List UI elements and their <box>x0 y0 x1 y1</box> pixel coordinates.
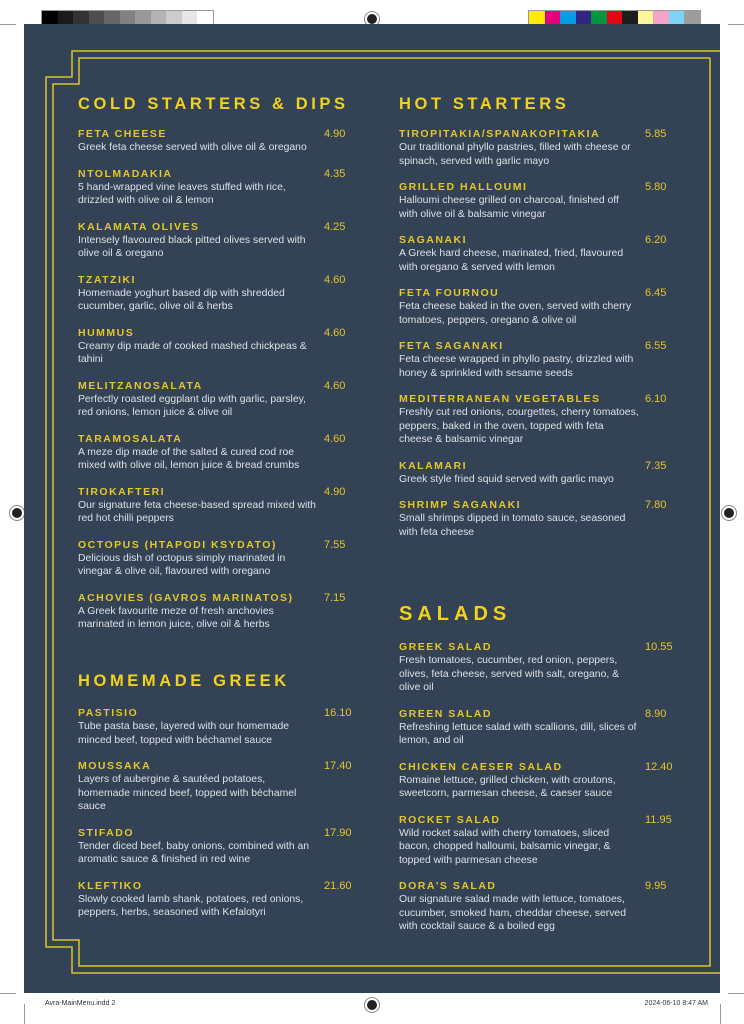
menu-item-price: 4.35 <box>324 167 346 180</box>
menu-item <box>399 392 679 447</box>
menu-item-price: 16.10 <box>324 707 352 719</box>
timestamp: 2024-06-10 8:47 AM <box>644 1000 708 1007</box>
menu-item-description: Tender diced beef, baby onions, combined with an aromatic sauce & finished in red wine <box>78 840 310 865</box>
menu-item-name: MELITZANOSALATA <box>78 379 203 392</box>
menu-item <box>78 538 358 579</box>
menu-item-name: SHRIMP SAGANAKI <box>399 499 522 511</box>
menu-item-list <box>399 640 679 934</box>
menu-item-price: 4.60 <box>324 273 346 286</box>
menu-item-description: Refreshing lettuce salad with scallions, dill, slices of lemon, and oil <box>399 721 637 746</box>
section-title: HOT STARTERS <box>399 95 570 113</box>
menu-item-description: 5 hand-wrapped vine leaves stuffed with rice, drizzled with olive oil & lemon <box>78 181 286 206</box>
crop-mark <box>0 24 16 25</box>
menu-item <box>78 379 358 420</box>
menu-item-price: 4.90 <box>324 128 346 140</box>
registration-mark-bottom <box>365 998 379 1012</box>
menu-item-description: Feta cheese baked in the oven, served with cherry tomatoes, peppers, oregano & olive oil <box>399 301 632 326</box>
menu-item-name: GREEN SALAD <box>399 707 492 720</box>
menu-item-name: KALAMARI <box>399 459 467 472</box>
menu-item-description: Freshly cut red onions, courgettes, cherry tomatoes, peppers, baked in the oven, topped with feta cheese & balsamic vinegar <box>399 407 639 445</box>
menu-item-name: MOUSSAKA <box>78 760 152 772</box>
menu-item <box>78 591 358 632</box>
menu-item-description: Fresh tomatoes, cucumber, red onion, peppers, olives, feta cheese, served with salt, oregano, & olive oil <box>399 655 620 693</box>
menu-item-price: 5.80 <box>645 181 667 193</box>
crop-mark <box>728 993 744 994</box>
menu-item-list <box>78 706 358 920</box>
menu-item-name: DORA'S SALAD <box>399 880 497 892</box>
menu-item <box>78 706 358 747</box>
menu-item-name: GRILLED HALLOUMI <box>399 181 528 193</box>
menu-page <box>24 24 720 993</box>
menu-item-name: KLEFTIKO <box>78 879 143 892</box>
menu-item-price: 4.60 <box>324 379 346 392</box>
registration-mark-left <box>10 506 24 520</box>
menu-item-name: ROCKET SALAD <box>399 813 501 826</box>
menu-item-name: PASTISIO <box>78 707 139 719</box>
menu-item <box>78 167 358 208</box>
section-title: COLD STARTERS & DIPS <box>78 95 349 113</box>
section-title: SALADS <box>399 603 512 625</box>
menu-item-name: TARAMOSALATA <box>78 432 183 445</box>
menu-item-price: 6.10 <box>645 393 667 405</box>
menu-item-description: A meze dip made of the salted & cured cod roe mixed with olive oil, lemon juice & bread crumbs <box>78 446 300 471</box>
menu-item-name: FETA FOURNOU <box>399 287 500 299</box>
file-label: Avra-MainMenu.indd 2 <box>45 1000 116 1007</box>
crop-mark <box>728 24 744 25</box>
menu-item-price: 7.35 <box>645 459 667 472</box>
crop-mark <box>24 1004 25 1024</box>
menu-item <box>399 879 679 934</box>
menu-item-description: Perfectly roasted eggplant dip with garlic, parsley, red onions, lemon juice & olive oil <box>78 393 306 418</box>
menu-item-price: 4.60 <box>324 432 346 445</box>
homemade-greek-section <box>78 671 358 932</box>
menu-item-description: Greek style fried squid served with garlic mayo <box>399 473 614 485</box>
menu-item <box>78 127 358 155</box>
menu-item-name: ACHOVIES (GAVROS MARINATOS) <box>78 591 294 604</box>
menu-item-name: STIFADO <box>78 826 135 839</box>
menu-item-name: TZATZIKI <box>78 273 136 286</box>
menu-item-description: Tube pasta base, layered with our homemade minced beef, topped with béchamel sauce <box>78 721 290 746</box>
menu-item-price: 17.90 <box>324 826 352 839</box>
menu-item <box>78 326 358 367</box>
menu-item-price: 7.15 <box>324 591 346 604</box>
menu-item <box>399 498 679 539</box>
menu-item-description: Feta cheese wrapped in phyllo pastry, drizzled with honey & sprinkled with sesame seeds <box>399 354 634 379</box>
menu-item-price: 12.40 <box>645 760 673 773</box>
menu-item <box>78 485 358 526</box>
menu-item-price: 4.25 <box>324 220 346 233</box>
menu-item-name: NTOLMADAKIA <box>78 167 173 180</box>
menu-item-description: Greek feta cheese served with olive oil & oregano <box>78 142 307 153</box>
salads-section <box>399 602 679 946</box>
menu-item <box>78 879 358 920</box>
menu-item-description: Creamy dip made of cooked mashed chickpeas & tahini <box>78 340 307 365</box>
crop-mark <box>0 993 16 994</box>
hot-starters-section <box>399 94 679 551</box>
menu-item <box>399 127 679 168</box>
menu-item <box>399 339 679 380</box>
menu-item-description: Delicious dish of octopus simply marinated in vinegar & olive oil, flavoured with oregano <box>78 552 286 577</box>
menu-item-description: Our traditional phyllo pastries, filled with cheese or spinach, served with garlic mayo <box>399 142 631 167</box>
menu-item <box>399 707 679 748</box>
menu-item-price: 21.60 <box>324 879 352 892</box>
menu-item <box>399 459 679 487</box>
menu-item-description: Halloumi cheese grilled on charcoal, finished off with olive oil & balsamic vinegar <box>399 195 619 220</box>
menu-item <box>78 432 358 473</box>
menu-item <box>399 640 679 695</box>
menu-item-price: 6.55 <box>645 340 667 352</box>
menu-item-description: A Greek favourite meze of fresh anchovies marinated in lemon juice, olive oil & herbs <box>78 605 274 630</box>
menu-item <box>399 760 679 801</box>
menu-item-price: 11.95 <box>645 813 672 826</box>
menu-item-name: CHICKEN CAESER SALAD <box>399 760 563 773</box>
menu-item-price: 10.55 <box>645 641 673 653</box>
menu-item <box>399 180 679 221</box>
menu-item-name: GREEK SALAD <box>399 641 492 653</box>
menu-item-price: 6.45 <box>645 287 667 299</box>
menu-item-description: Wild rocket salad with cherry tomatoes, sliced bacon, chopped halloumi, balsamic vinegar, & topped with parmesan cheese <box>399 827 611 866</box>
menu-item-name: HUMMUS <box>78 326 135 339</box>
menu-item-list <box>78 127 358 632</box>
menu-item-price: 9.95 <box>645 880 667 892</box>
menu-item-description: Our signature feta cheese-based spread mixed with red hot chilli peppers <box>78 499 316 524</box>
menu-item-name: TIROKAFTERI <box>78 485 166 498</box>
menu-item-description: Layers of aubergine & sautéed potatoes, homemade minced beef, topped with béchamel sauce <box>78 774 297 812</box>
menu-item <box>78 759 358 814</box>
menu-item <box>399 286 679 327</box>
menu-item <box>78 273 358 314</box>
menu-item-name: FETA CHEESE <box>78 128 167 140</box>
menu-item-price: 7.80 <box>645 499 667 511</box>
menu-item-name: FETA SAGANAKI <box>399 340 504 352</box>
menu-item-description: Intensely flavoured black pitted olives served with olive oil & oregano <box>78 234 306 259</box>
section-title: HOMEMADE GREEK <box>78 672 290 690</box>
menu-item-price: 4.60 <box>324 326 346 339</box>
menu-item <box>78 826 358 867</box>
registration-mark-right <box>722 506 736 520</box>
menu-item <box>399 233 679 274</box>
menu-item-price: 6.20 <box>645 234 667 246</box>
cold-starters-section <box>78 94 358 644</box>
menu-item-name: SAGANAKI <box>399 234 468 246</box>
menu-item-name: TIROPITAKIA/SPANAKOPITAKIA <box>399 128 601 140</box>
menu-item-price: 7.55 <box>324 538 346 551</box>
menu-item-description: A Greek hard cheese, marinated, fried, flavoured with oregano & served with lemon <box>399 248 624 273</box>
menu-item-description: Slowly cooked lamb shank, potatoes, red onions, peppers, herbs, seasoned with Kefalotyri <box>78 893 304 918</box>
menu-item-description: Romaine lettuce, grilled chicken, with croutons, sweetcorn, parmesan cheese, & caeser sauce <box>399 774 616 799</box>
crop-mark <box>720 1004 721 1024</box>
menu-item <box>399 813 679 868</box>
menu-item-description: Small shrimps dipped in tomato sauce, seasoned with feta cheese <box>399 513 626 538</box>
menu-item-name: OCTOPUS (HTAPODI KSYDATO) <box>78 538 277 551</box>
menu-item <box>78 220 358 261</box>
menu-item-list <box>399 127 679 539</box>
menu-item-description: Our signature salad made with lettuce, tomatoes, cucumber, smoked ham, cheddar cheese, served with cocktail sauce & a boiled egg <box>399 894 626 932</box>
menu-item-description: Homemade yoghurt based dip with shredded cucumber, garlic, olive oil & herbs <box>78 287 285 312</box>
menu-item-price: 17.40 <box>324 760 352 772</box>
menu-item-name: KALAMATA OLIVES <box>78 220 200 233</box>
menu-item-name: MEDITERRANEAN VEGETABLES <box>399 393 601 405</box>
menu-item-price: 5.85 <box>645 128 667 140</box>
menu-item-price: 4.90 <box>324 485 346 498</box>
menu-item-price: 8.90 <box>645 707 667 720</box>
